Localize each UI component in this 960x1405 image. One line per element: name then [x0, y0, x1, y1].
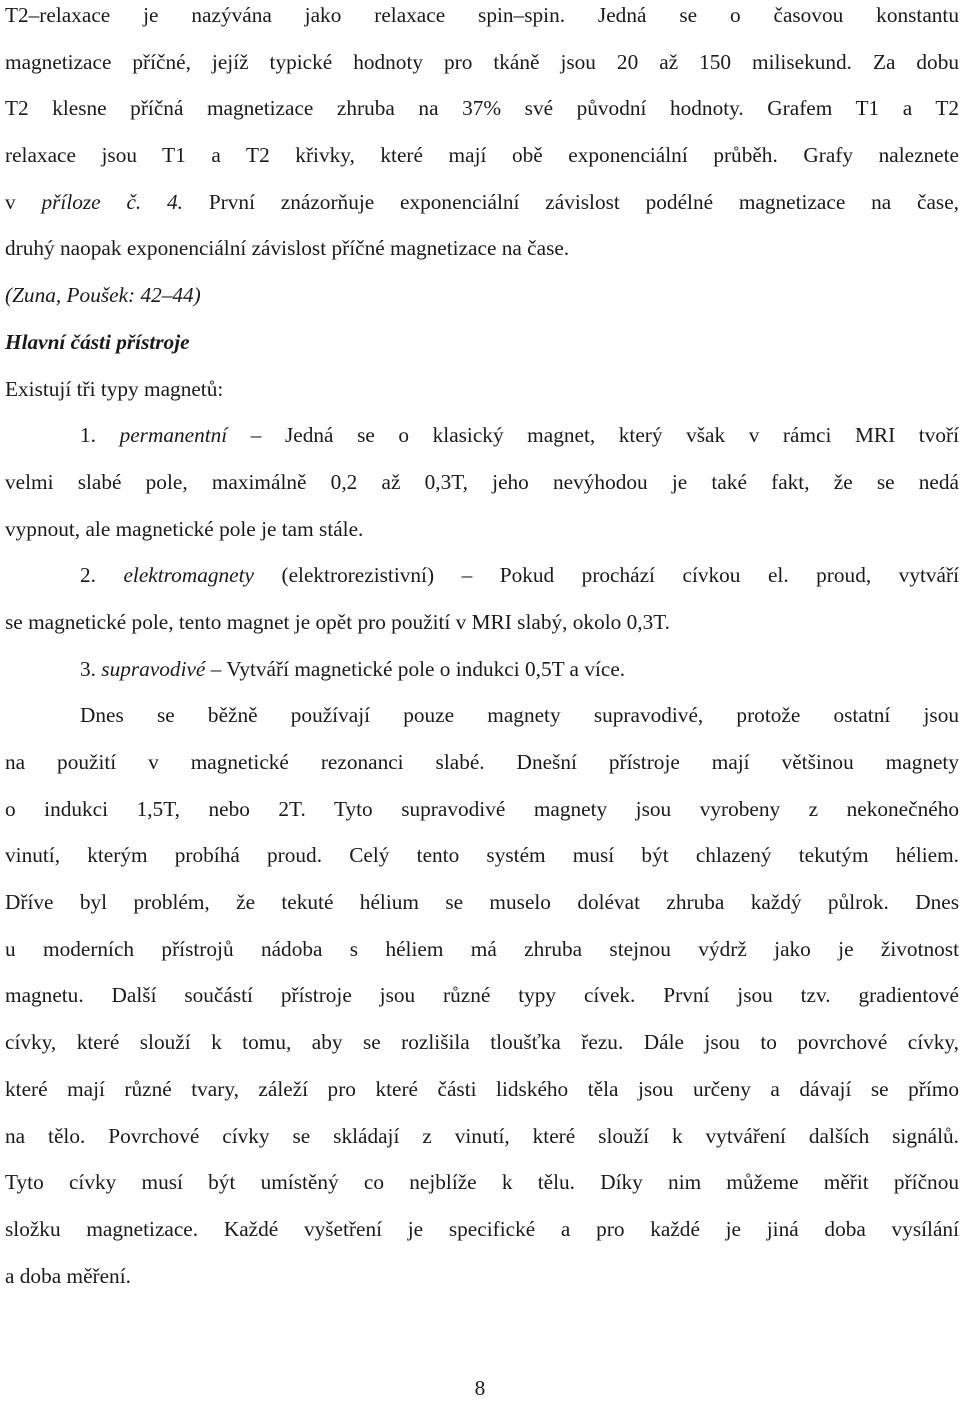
text-line: [5, 179, 959, 226]
text-line: které mají různé tvary, záleží pro které části lidského těla jsou určeny a dávají se přímo: [5, 1076, 959, 1101]
text-line: velmi slabé pole, maximálně 0,2 až 0,3T, jeho nevýhodou je také fakt, že se nedá: [5, 469, 959, 494]
appendix-reference: příloze č. 4.: [41, 189, 184, 214]
text-line: se magnetické pole, tento magnet je opět pro použití v MRI slabý, okolo 0,3T.: [5, 609, 670, 634]
text-line: na tělo. Povrchové cívky se skládají z vinutí, které slouží k vytváření dalších signálů.: [5, 1123, 959, 1148]
document-page: [5, 0, 959, 1299]
list-term: elektromagnety: [123, 563, 254, 588]
list-item-permanent: [5, 412, 959, 552]
list-number: 3.: [80, 656, 102, 681]
text-fragment: První znázorňuje exponenciální závislost podélné magnetizace na čase,: [183, 189, 959, 214]
list-item-electromagnets: [5, 552, 959, 645]
list-number: 1.: [80, 423, 120, 448]
list-item-superconducting: [5, 646, 959, 693]
list-number: 2.: [80, 563, 124, 588]
paragraph-superconducting-magnets: [5, 692, 959, 1299]
text-line: Tyto cívky musí být umístěný co nejblíže k tělu. Díky nim můžeme měřit příčnou: [5, 1170, 959, 1195]
text-line: [5, 552, 959, 599]
page-number: 8: [474, 1376, 486, 1400]
text-line: složku magnetizace. Každé vyšetření je specifické a pro každé je jiná doba vysílání: [5, 1216, 959, 1241]
text-line: [5, 412, 959, 459]
text-line: druhý naopak exponenciální závislost příčné magnetizace na čase.: [5, 236, 570, 261]
text-line: T2 klesne příčná magnetizace zhruba na 37% své původní hodnoty. Grafem T1 a T2: [5, 96, 959, 121]
text-fragment: – Vytváří magnetické pole o indukci 0,5T a více.: [205, 656, 626, 681]
text-line: u moderních přístrojů nádoba s héliem má zhruba stejnou výdrž jako je životnost: [5, 936, 959, 961]
text-line: [5, 646, 959, 693]
text-line: T2–relaxace je nazývána jako relaxace spin–spin. Jedná se o časovou konstantu: [5, 3, 959, 27]
text-line: magnetizace příčné, jejíž typické hodnoty pro tkáně jsou 20 až 150 milisekund. Za dobu: [5, 49, 959, 74]
section-heading: Hlavní části přístroje: [5, 329, 190, 354]
text-line: relaxace jsou T1 a T2 křivky, které mají obě exponenciální průběh. Grafy naleznete: [5, 143, 959, 168]
text-fragment: – Jedná se o klasický magnet, který však v rámci MRI tvoří: [227, 423, 960, 448]
list-term: supravodivé: [101, 656, 206, 681]
paragraph-t2-relaxation: [5, 0, 959, 272]
citation: (Zuna, Poušek: 42–44): [5, 283, 201, 308]
text-line: vinutí, kterým probíhá proud. Celý tento systém musí být chlazený tekutým héliem.: [5, 843, 959, 868]
text-line: vypnout, ale magnetické pole je tam stále.: [5, 516, 364, 541]
text-fragment: (elektrorezistivní) – Pokud prochází cívkou el. proud, vytváří: [253, 563, 960, 588]
text-line: a doba měření.: [5, 1263, 131, 1288]
intro-text: Existují tři typy magnetů:: [5, 376, 224, 401]
list-term: permanentní: [119, 423, 228, 448]
text-line: na použití v magnetické rezonanci slabé. Dnešní přístroje mají většinou magnety: [5, 750, 959, 774]
text-line: Dříve byl problém, že tekuté hélium se muselo dolévat zhruba každý půlrok. Dnes: [5, 890, 959, 915]
text-line: Dnes se běžně používají pouze magnety supravodivé, protože ostatní jsou: [80, 703, 959, 728]
text-line: o indukci 1,5T, nebo 2T. Tyto supravodivé magnety jsou vyrobeny z nekonečného: [5, 796, 959, 821]
text-line: magnetu. Další součástí přístroje jsou různé typy cívek. První jsou tzv. gradientové: [5, 983, 959, 1008]
text-line: cívky, které slouží k tomu, aby se rozlišila tloušťka řezu. Dále jsou to povrchové cívky,: [5, 1030, 959, 1055]
text-fragment: v: [5, 189, 42, 214]
